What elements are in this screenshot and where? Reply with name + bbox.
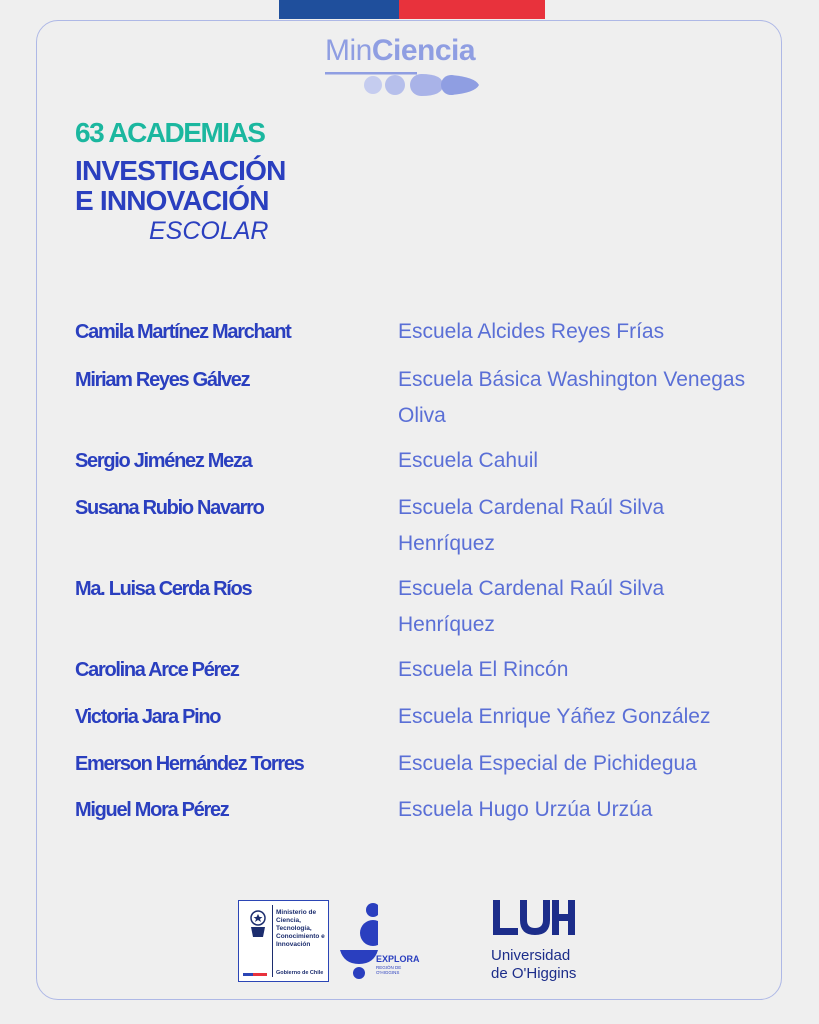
teacher-name: Camila Martínez Marchant <box>75 321 291 343</box>
ministerio-text: Ministerio de Ciencia, Tecnología, Conocimiento e Innovación <box>276 909 325 948</box>
ministerio-logo <box>238 900 329 982</box>
uoh-monogram-icon <box>490 898 580 944</box>
explora-figure-icon <box>338 898 378 988</box>
heading-line-3: ESCOLAR <box>149 217 269 245</box>
gobierno-text: Gobierno de Chile <box>276 970 324 976</box>
teacher-name: Miguel Mora Pérez <box>75 799 229 821</box>
explora-text: EXPLORA <box>376 954 420 964</box>
flag-bar-red <box>399 0 545 19</box>
school-name: Escuela Cahuil <box>398 449 539 472</box>
academias-title: 63 ACADEMIAS <box>75 117 265 148</box>
teacher-name: Miriam Reyes Gálvez <box>75 369 250 391</box>
minciencia-drops-icon <box>325 72 495 98</box>
school-name: Escuela Hugo Urzúa Urzúa <box>398 798 653 821</box>
school-name: Escuela Enrique Yáñez González <box>398 705 711 728</box>
footer-logos <box>238 898 598 988</box>
school-name: Escuela Cardenal Raúl Silva Henríquez <box>398 577 665 636</box>
heading-line-2: E INNOVACIÓN <box>75 185 269 216</box>
uoh-text <box>491 947 576 983</box>
uoh-line-1: Universidad <box>491 947 571 964</box>
school-name: Escuela Cardenal Raúl Silva Henríquez <box>398 496 665 555</box>
flag-bar-blue <box>279 0 399 19</box>
teacher-name: Ma. Luisa Cerda Ríos <box>75 578 252 600</box>
school-name: Escuela Especial de Pichidegua <box>398 752 697 775</box>
school-name: Escuela Alcides Reyes Frías <box>398 320 665 343</box>
school-name: Escuela Básica Washington Venegas Oliva <box>398 368 746 427</box>
heading-line-1: INVESTIGACIÓN <box>75 155 286 186</box>
divider <box>272 905 273 977</box>
teacher-name: Susana Rubio Navarro <box>75 497 264 519</box>
page-heading <box>75 116 286 246</box>
teacher-name: Victoria Jara Pino <box>75 706 221 728</box>
teacher-name: Sergio Jiménez Meza <box>75 450 252 472</box>
minciencia-logo <box>325 34 495 100</box>
teacher-name: Emerson Hernández Torres <box>75 753 304 775</box>
flag-stripe-red <box>253 973 267 976</box>
teacher-name: Carolina Arce Pérez <box>75 659 239 681</box>
flag-stripe-blue <box>243 973 253 976</box>
school-name: Escuela El Rincón <box>398 658 569 681</box>
uoh-logo <box>490 898 600 988</box>
explora-logo <box>338 898 428 988</box>
uoh-line-2: de O'Higgins <box>491 965 577 982</box>
coat-of-arms-icon <box>243 907 273 941</box>
explora-subtext: REGIÓN DE O'HIGGINS <box>376 965 402 975</box>
minciencia-wordmark: MinCiencia <box>325 34 476 67</box>
